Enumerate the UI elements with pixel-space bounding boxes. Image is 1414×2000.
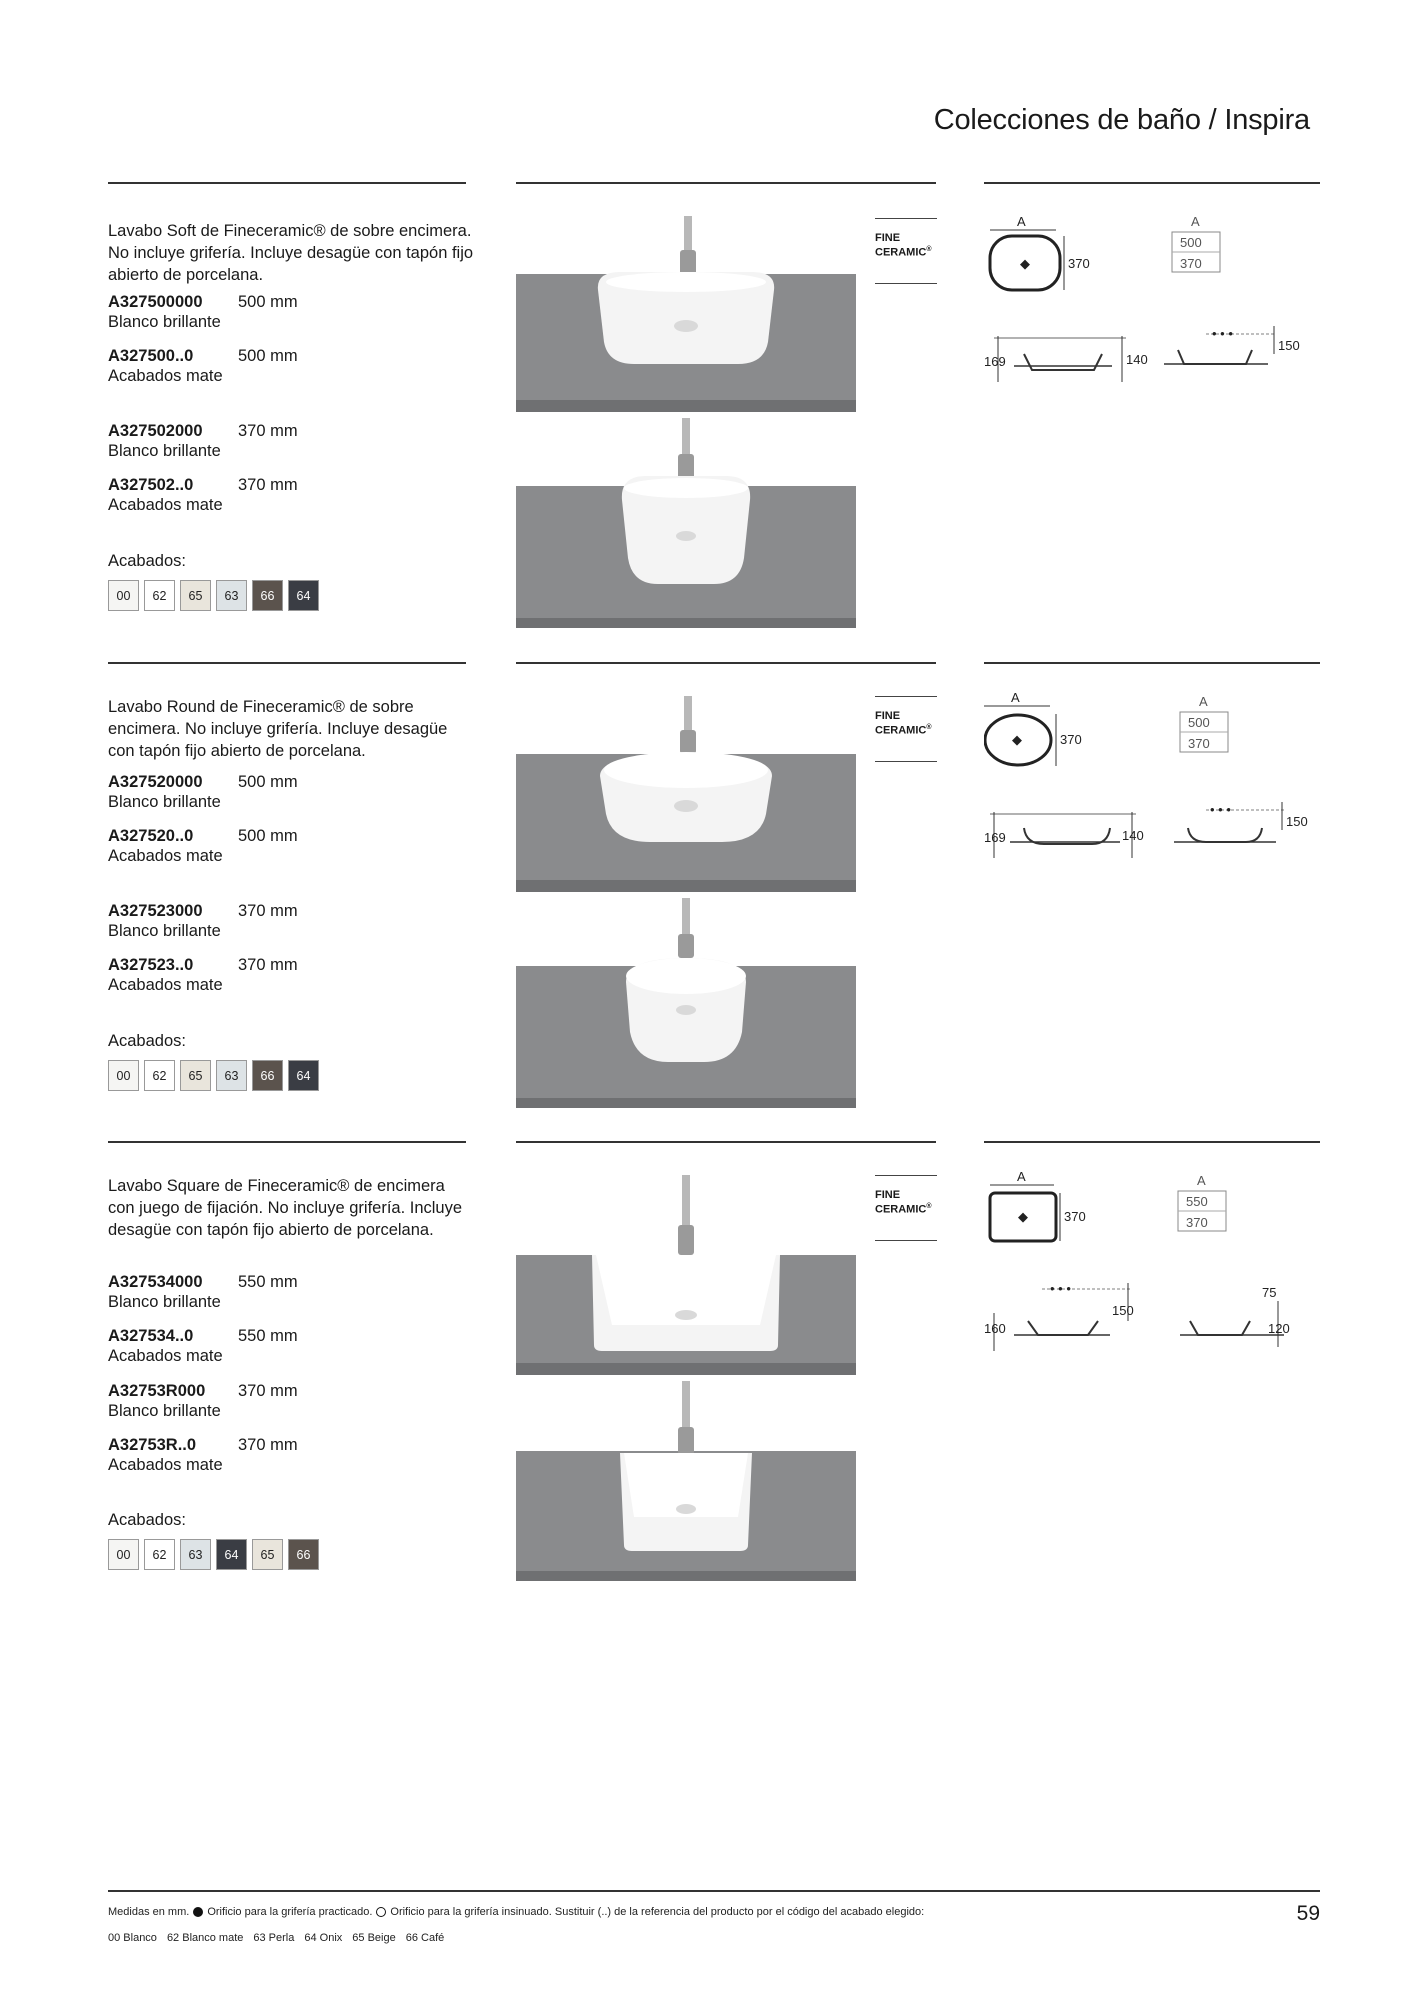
product-code: A32753R000 (108, 1382, 206, 1400)
product-size: 370 mm (238, 1436, 298, 1454)
finish-swatch: 00 (108, 580, 139, 611)
page-number: 59 (1296, 1902, 1320, 1925)
product-entry (108, 346, 408, 386)
svg-text:◆: ◆ (1018, 1209, 1028, 1224)
svg-text:A: A (1191, 214, 1200, 229)
product-finish: Acabados mate (108, 1456, 223, 1474)
finish-swatch: 63 (216, 1060, 247, 1091)
product-section-soft (0, 182, 1414, 652)
footnote-filled: Orificio para la grifería practicado. (207, 1906, 373, 1918)
product-size: 370 mm (238, 956, 298, 974)
svg-text:• • •: • • • (1212, 326, 1233, 341)
finish-swatch: 63 (216, 580, 247, 611)
product-entry (108, 826, 408, 866)
product-code: A327500..0 (108, 347, 194, 365)
svg-text:150: 150 (1112, 1303, 1134, 1318)
product-entry (108, 292, 408, 332)
footnote (108, 1906, 924, 1918)
finish-swatches (108, 1539, 319, 1570)
product-size: 500 mm (238, 293, 298, 311)
finish-code: 62 Blanco mate (166, 1932, 244, 1944)
product-size: 370 mm (238, 902, 298, 920)
finish-swatch: 66 (252, 1060, 283, 1091)
svg-text:550: 550 (1186, 1194, 1208, 1209)
svg-text:150: 150 (1286, 814, 1308, 829)
product-finish: Acabados mate (108, 367, 223, 385)
product-code: A327520..0 (108, 827, 194, 845)
product-finish: Acabados mate (108, 1347, 223, 1365)
svg-text:150: 150 (1278, 338, 1300, 353)
finish-swatch: 66 (252, 580, 283, 611)
fine-ceramic-badge: FINE CERAMIC® (875, 696, 937, 762)
footnote-open: Orificio para la grifería insinuado. Sustituir (..) de la referencia del producto por el código del acabado elegido: (390, 1906, 925, 1918)
product-size: 370 mm (238, 1382, 298, 1400)
product-size: 500 mm (238, 827, 298, 845)
product-section-round (0, 662, 1414, 1132)
product-photo-large (516, 1175, 856, 1375)
product-photo-small (516, 1381, 856, 1581)
svg-text:169: 169 (984, 830, 1006, 845)
finish-swatch: 64 (288, 1060, 319, 1091)
svg-text:◆: ◆ (1020, 256, 1030, 271)
svg-text:120: 120 (1268, 1321, 1290, 1336)
product-finish: Blanco brillante (108, 1402, 221, 1420)
finish-swatches (108, 1060, 319, 1091)
product-description: Lavabo Soft de Fineceramic® de sobre encimera. No incluye grifería. Incluye desagüe con tapón fijo abierto de porcelana. (108, 222, 474, 284)
product-entry (108, 1326, 408, 1366)
finish-swatch: 62 (144, 580, 175, 611)
product-finish: Blanco brillante (108, 922, 221, 940)
finish-code: 63 Perla (253, 1932, 295, 1944)
finish-swatch: 00 (108, 1060, 139, 1091)
finish-swatch: 65 (180, 580, 211, 611)
product-description: Lavabo Square de Fineceramic® de encimera con juego de fijación. No incluye grifería. Incluye desagüe con tapón fijo abierto de porcelana. (108, 1177, 463, 1239)
product-photo-small (516, 898, 856, 1108)
product-entry (108, 955, 408, 995)
finish-code: 00 Blanco (108, 1932, 157, 1944)
product-code: A327534000 (108, 1273, 203, 1291)
product-size: 370 mm (238, 476, 298, 494)
finish-swatch: 64 (288, 580, 319, 611)
product-size: 500 mm (238, 347, 298, 365)
product-entry (108, 1272, 408, 1312)
svg-text:140: 140 (1126, 352, 1148, 367)
product-photo-large (516, 696, 856, 892)
footnote-units: Medidas en mm. (108, 1906, 190, 1918)
product-code: A327502000 (108, 422, 203, 440)
product-size: 500 mm (238, 773, 298, 791)
technical-diagram (984, 214, 1320, 414)
product-code: A327502..0 (108, 476, 194, 494)
technical-diagram (984, 1171, 1320, 1371)
svg-text:169: 169 (984, 354, 1006, 369)
finish-swatch: 62 (144, 1539, 175, 1570)
svg-text:◆: ◆ (1012, 732, 1022, 747)
product-code: A327523000 (108, 902, 203, 920)
product-code: A327534..0 (108, 1327, 194, 1345)
svg-text:160: 160 (984, 1321, 1006, 1336)
svg-text:500: 500 (1188, 715, 1210, 730)
svg-text:• • •: • • • (1210, 802, 1231, 817)
svg-text:A: A (1017, 214, 1026, 229)
product-finish: Blanco brillante (108, 793, 221, 811)
finish-swatch: 62 (144, 1060, 175, 1091)
finishes-label: Acabados: (108, 552, 186, 570)
svg-text:370: 370 (1180, 256, 1202, 271)
finish-swatch: 64 (216, 1539, 247, 1570)
finish-code: 65 Beige (352, 1932, 396, 1944)
svg-text:140: 140 (1122, 828, 1144, 843)
finish-swatch: 65 (180, 1060, 211, 1091)
finishes-label: Acabados: (108, 1511, 186, 1529)
product-finish: Blanco brillante (108, 313, 221, 331)
product-entry (108, 421, 408, 461)
svg-text:370: 370 (1068, 256, 1090, 271)
finish-swatch: 00 (108, 1539, 139, 1570)
svg-text:A: A (1199, 694, 1208, 709)
product-code: A32753R..0 (108, 1436, 197, 1454)
svg-text:• • •: • • • (1050, 1281, 1071, 1296)
finish-swatch: 65 (252, 1539, 283, 1570)
svg-text:370: 370 (1064, 1209, 1086, 1224)
product-entry (108, 1435, 408, 1475)
finish-swatch: 66 (288, 1539, 319, 1570)
product-description: Lavabo Round de Fineceramic® de sobre encimera. No incluye grifería. Incluye desagüe con tapón fijo abierto de porcelana. (108, 698, 448, 760)
product-entry (108, 772, 408, 812)
svg-text:A: A (1011, 692, 1020, 705)
product-finish: Acabados mate (108, 496, 223, 514)
product-section-square (0, 1141, 1414, 1611)
finish-code: 66 Café (405, 1932, 445, 1944)
svg-text:370: 370 (1186, 1215, 1208, 1230)
product-finish: Acabados mate (108, 847, 223, 865)
product-size: 550 mm (238, 1273, 298, 1291)
svg-text:A: A (1197, 1173, 1206, 1188)
product-size: 550 mm (238, 1327, 298, 1345)
finish-code: 64 Onix (304, 1932, 343, 1944)
page-title: Colecciones de baño / Inspira (933, 104, 1310, 136)
product-finish: Blanco brillante (108, 1293, 221, 1311)
product-finish: Blanco brillante (108, 442, 221, 460)
open-circle-icon (376, 1907, 386, 1917)
product-code: A327520000 (108, 773, 203, 791)
finishes-label: Acabados: (108, 1032, 186, 1050)
product-entry (108, 901, 408, 941)
product-code: A327500000 (108, 293, 203, 311)
product-code: A327523..0 (108, 956, 194, 974)
product-photo-small (516, 418, 856, 628)
technical-diagram (984, 692, 1320, 892)
svg-text:370: 370 (1188, 736, 1210, 751)
product-finish: Acabados mate (108, 976, 223, 994)
product-entry (108, 475, 408, 515)
svg-text:A: A (1017, 1171, 1026, 1184)
filled-circle-icon (193, 1907, 203, 1917)
product-entry (108, 1381, 408, 1421)
fine-ceramic-badge: FINE CERAMIC® (875, 218, 937, 284)
finish-code-legend (108, 1932, 444, 1944)
product-photo-large (516, 216, 856, 412)
svg-text:500: 500 (1180, 235, 1202, 250)
svg-text:370: 370 (1060, 732, 1082, 747)
fine-ceramic-badge: FINE CERAMIC® (875, 1175, 937, 1241)
finish-swatches (108, 580, 319, 611)
finish-swatch: 63 (180, 1539, 211, 1570)
product-size: 370 mm (238, 422, 298, 440)
svg-text:75: 75 (1262, 1285, 1277, 1300)
footer-rule (108, 1890, 1320, 1892)
